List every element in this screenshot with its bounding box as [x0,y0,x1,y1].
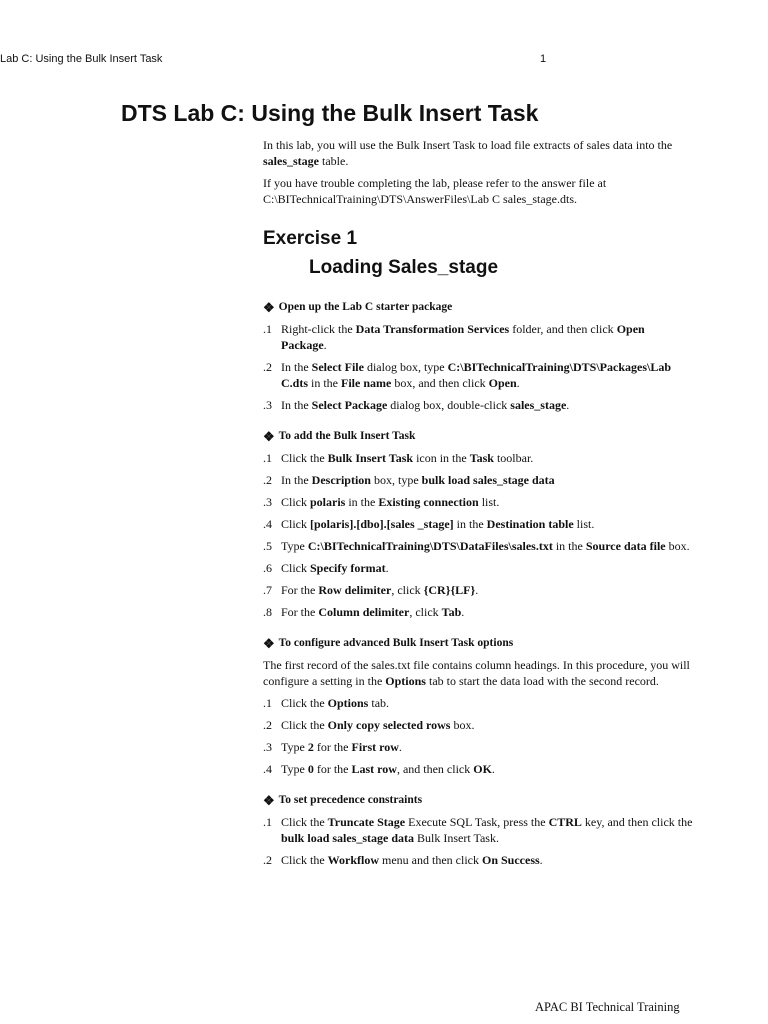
step-text [281,398,569,412]
bold-term: Select File [311,360,364,374]
step-number: .7 [263,583,272,597]
text-run: in the [308,376,342,390]
text-run: Click the [281,853,328,867]
step-item [263,538,693,554]
diamond-bullet-icon: ❖ [263,635,275,651]
text-run: . [385,561,389,575]
bold-term: Description [311,473,371,487]
text-run: icon in the [413,451,470,465]
page-number: 1 [540,53,547,65]
text-run: in the [552,539,586,553]
document-title: DTS Lab C: Using the Bulk Insert Task [121,100,539,126]
bold-term: bulk load sales_stage data [421,473,555,487]
step-number: .2 [263,853,272,867]
text-run: menu and then click [379,853,482,867]
text-run: dialog box, type [363,360,448,374]
step-text [281,451,533,465]
bold-term: Options [327,696,369,710]
exercise-subtitle: Loading Sales_stage [309,257,499,278]
step-text [281,740,402,754]
step-item [263,739,693,755]
footer: APAC BI Technical Training [535,1000,680,1014]
step-number: .6 [263,561,272,575]
bold-term: Row delimiter [318,583,392,597]
text-run: box, type [370,473,422,487]
text-run: Click [281,495,310,509]
bold-term: Open Package [281,322,645,352]
text-run: Type [281,740,308,754]
text-run: . [323,338,327,352]
bold-term: 2 [307,740,314,754]
step-text [281,605,464,619]
text-run: Execute SQL Task, press the [405,815,549,829]
section-heading-text: To set precedence constraints [278,794,423,806]
step-item [263,472,693,488]
step-number: .4 [263,517,272,531]
step-number: .1 [263,322,272,336]
diamond-bullet-icon: ❖ [263,299,275,315]
bold-term: C:\BITechnicalTraining\DTS\Packages\Lab C.dts [281,360,671,390]
text-run: Click [281,517,310,531]
bold-term: Tab [441,605,462,619]
section-heading-text: Open up the Lab C starter package [278,301,453,313]
step-text [281,696,389,710]
text-run: . [491,762,495,776]
step-number: .2 [263,718,272,732]
procedure-section [263,635,693,777]
section-heading [263,428,693,444]
step-text [281,718,474,732]
step-text [281,495,499,509]
text-run: , click [391,583,424,597]
step-number: .1 [263,815,272,829]
bold-term: Only copy selected rows [327,718,451,732]
step-item [263,321,693,353]
text-run: table. [319,154,349,168]
text-run: Click the [281,718,328,732]
text-run: folder, and then click [509,322,617,336]
text-run: Click the [281,451,328,465]
bold-term: C:\BITechnicalTraining\DTS\DataFiles\sales.txt [307,539,553,553]
bold-term: Data Transformation Services [355,322,510,336]
step-item [263,695,693,711]
section-heading [263,792,693,808]
text-run: For the [281,605,319,619]
step-number: .2 [263,360,272,374]
text-run: list. [478,495,500,509]
text-run: Click [281,561,310,575]
step-item [263,717,693,733]
bold-term: File name [341,376,392,390]
bold-term: polaris [310,495,346,509]
text-run: . [539,853,543,867]
text-run: box. [450,718,475,732]
step-item [263,814,693,846]
bold-term: Open [488,376,517,390]
bold-term: CTRL [548,815,582,829]
bold-term: Destination table [486,517,574,531]
step-item [263,450,693,466]
bold-term: Last row [351,762,397,776]
intro [263,137,693,207]
step-item [263,397,693,413]
bold-term: Task [469,451,494,465]
bold-term: First row [351,740,399,754]
bold-term: Truncate Stage [327,815,406,829]
bold-term: {CR}{LF} [423,583,476,597]
step-list [263,814,693,868]
procedure-section [263,299,693,413]
section-paragraph [263,657,693,689]
text-run: If you have trouble completing the lab, please refer to the answer file at C:\BITechnicalTraining\DTS\AnswerFiles\Lab C sales_stage.dts. [263,176,607,206]
text-run: For the [281,583,319,597]
bold-term: Workflow [327,853,380,867]
bold-term: OK [473,762,492,776]
step-item [263,582,693,598]
text-run: tab to start the data load with the second record. [425,674,659,688]
step-item [263,604,693,620]
intro-paragraph [263,137,693,169]
step-item [263,560,693,576]
text-run: Right-click the [281,322,356,336]
bold-term: Select Package [311,398,388,412]
step-text [281,322,645,352]
step-text [281,583,478,597]
text-run: , and then click [396,762,474,776]
bold-term: Source data file [585,539,666,553]
step-number: .3 [263,398,272,412]
step-list [263,450,693,620]
procedure-sections [263,299,693,868]
step-item [263,761,693,777]
text-run: Type [281,762,308,776]
text-run: in the [453,517,487,531]
text-run: In the [281,473,312,487]
bold-term: [polaris].[dbo].[sales _stage] [310,517,454,531]
header-title: Lab C: Using the Bulk Insert Task [0,53,163,65]
text-run: box. [665,539,690,553]
text-run: toolbar. [493,451,534,465]
text-run: . [516,376,520,390]
text-run: . [475,583,479,597]
bold-term: On Success [481,853,540,867]
step-list [263,695,693,777]
step-item [263,852,693,868]
section-heading-text: To configure advanced Bulk Insert Task options [278,637,514,649]
intro-paragraph [263,175,693,207]
step-text [281,517,594,531]
text-run: box, and then click [391,376,489,390]
step-number: .3 [263,495,272,509]
procedure-section [263,792,693,868]
procedure-section [263,428,693,620]
text-run: dialog box, double-click [387,398,511,412]
text-run: . [398,740,402,754]
step-text [281,360,671,390]
diamond-bullet-icon: ❖ [263,428,275,444]
text-run: . [566,398,570,412]
step-number: .1 [263,451,272,465]
bold-term: Specify format [310,561,386,575]
step-number: .1 [263,696,272,710]
body-column [263,137,693,874]
text-run: The first record of the sales.txt file contains column headings. In this procedure, you will configure a setting in the [263,658,690,688]
text-run: , click [409,605,442,619]
bold-term: bulk load sales_stage data [281,831,415,845]
text-run: list. [573,517,595,531]
step-number: .8 [263,605,272,619]
bold-term: sales_stage [263,154,319,168]
step-text [281,815,692,845]
step-text [281,539,690,553]
step-number: .3 [263,740,272,754]
bold-term: Column delimiter [318,605,410,619]
text-run: In the [281,398,312,412]
step-text [281,473,555,487]
section-heading-text: To add the Bulk Insert Task [278,430,416,442]
text-run: In this lab, you will use the Bulk Insert Task to load file extracts of sales data into the [263,138,673,152]
diamond-bullet-icon: ❖ [263,792,275,808]
section-heading [263,635,693,651]
step-list [263,321,693,413]
step-item [263,494,693,510]
bold-term: 0 [307,762,314,776]
step-number: .4 [263,762,272,776]
text-run: for the [313,740,352,754]
bold-term: Existing connection [378,495,479,509]
text-run: tab. [368,696,390,710]
bold-term: Options [385,674,426,688]
text-run: . [461,605,465,619]
text-run: key, and then click the [581,815,693,829]
step-item [263,516,693,532]
text-run: in the [345,495,379,509]
text-run: Type [281,539,308,553]
step-text [281,762,495,776]
step-text [281,853,543,867]
exercise-title: Exercise 1 [263,228,358,249]
text-run: Click the [281,696,328,710]
text-run: Bulk Insert Task. [414,831,499,845]
step-text [281,561,389,575]
step-item [263,359,693,391]
bold-term: Bulk Insert Task [327,451,414,465]
step-number: .2 [263,473,272,487]
step-number: .5 [263,539,272,553]
text-run: In the [281,360,312,374]
text-run: Click the [281,815,328,829]
section-heading [263,299,693,315]
text-run: for the [313,762,352,776]
bold-term: sales_stage [510,398,567,412]
